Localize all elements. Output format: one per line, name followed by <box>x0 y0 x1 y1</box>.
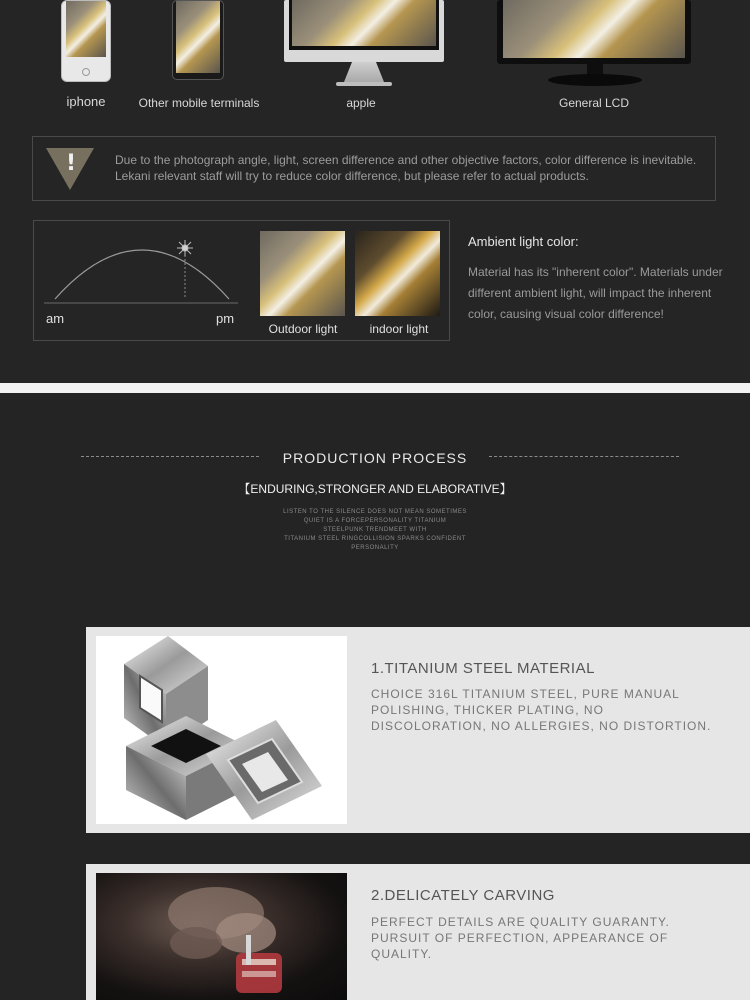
device-label-apple: apple <box>346 96 376 110</box>
sun-icon <box>177 240 193 256</box>
lcd-base <box>548 74 642 86</box>
notice-text: Due to the photograph angle, light, screen difference and other objective factors, color difference is inevitable. Lekani relevant staff will try to reduce color difference, but please refer to actual products. <box>115 153 697 183</box>
feature-title-carving: 2.DELICATELY CARVING <box>371 887 555 904</box>
ambient-light-description: Material has its "inherent color". Materials under different ambient light, will impact the inherent color, causing visual color difference! <box>468 265 723 321</box>
title-dash-right <box>489 456 679 457</box>
imac-device-image <box>284 0 444 62</box>
iphone-device-image <box>61 0 111 82</box>
pm-label: pm <box>216 311 235 326</box>
imac-base <box>336 82 392 86</box>
section-divider <box>0 383 750 393</box>
production-title: PRODUCTION PROCESS <box>282 450 468 466</box>
color-difference-notice <box>32 136 716 201</box>
device-label-iphone: iphone <box>66 94 106 109</box>
feature-card-titanium <box>86 627 750 833</box>
indoor-light-label: indoor light <box>369 322 429 336</box>
title-dash-left <box>81 456 259 457</box>
lcd-device-image <box>497 0 691 64</box>
carving-hands-image <box>96 873 347 1000</box>
feature-card-carving <box>86 864 750 1000</box>
production-subtitle: 【ENDURING,STRONGER AND ELABORATIVE】 <box>238 482 512 496</box>
outdoor-light-label: Outdoor light <box>268 322 338 336</box>
titanium-cubes-image <box>96 636 347 824</box>
device-label-general-lcd: General LCD <box>558 96 630 110</box>
android-device-image <box>172 0 224 80</box>
outdoor-light-image <box>260 231 345 316</box>
ambient-light-panel <box>33 220 450 341</box>
device-label-other-mobile: Other mobile terminals <box>138 96 260 110</box>
production-tagline: LISTEN TO THE SILENCE DOES NOT MEAN SOMETIMES QUIET IS A FORCEPERSONALITY TITANIUM STEELPUNK TRENDMEET WITH TITANIUM STEEL RINGCOLLISION SPARKS CONFIDENT PERSONALITY <box>283 509 467 551</box>
ambient-light-title: Ambient light color: <box>468 234 579 249</box>
feature-description-carving: PERFECT DETAILS ARE QUALITY GUARANTY. PURSUIT OF PERFECTION, APPEARANCE OF QUALITY. <box>371 915 670 961</box>
sun-arc-diagram <box>42 231 242 306</box>
exclamation-mark: ! <box>66 151 77 176</box>
indoor-light-image <box>355 231 440 316</box>
feature-title-titanium: 1.TITANIUM STEEL MATERIAL <box>371 660 595 677</box>
am-label: am <box>46 311 65 326</box>
feature-description-titanium: CHOICE 316L TITANIUM STEEL, PURE MANUAL POLISHING, THICKER PLATING, NO DISCOLORATION, NO ALLERGIES, NO DISTORTION. <box>371 687 712 733</box>
